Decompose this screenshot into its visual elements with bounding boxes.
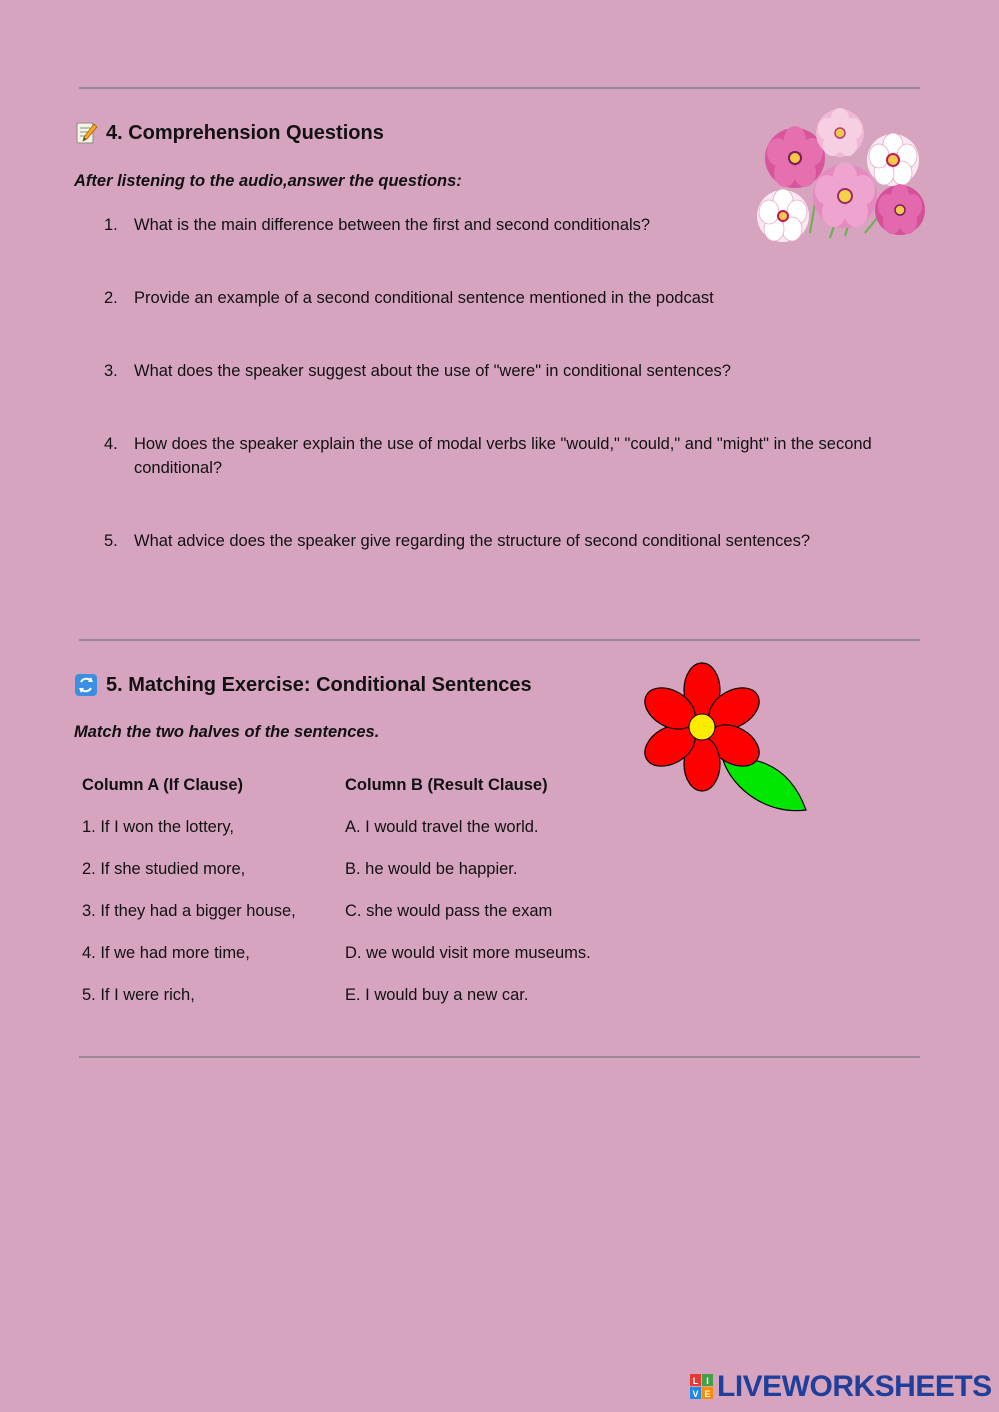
arrows-cycle-icon (74, 673, 98, 697)
question-text: How does the speaker explain the use of modal verbs like "would," "could," and "might" in the second conditional? (134, 435, 872, 477)
table-row (74, 850, 653, 892)
pink-flowers-illustration (745, 108, 930, 248)
result-clause-cell: A. I would travel the world. (345, 818, 539, 836)
table-row (74, 976, 653, 1018)
section-5-heading (74, 673, 532, 697)
result-clause-cell: C. she would pass the exam (345, 902, 553, 920)
logo-blocks-icon (690, 1374, 714, 1400)
table-row (74, 808, 653, 850)
svg-text:I: I (706, 1376, 709, 1386)
divider-bottom (79, 1056, 920, 1058)
section-5-title: 5. Matching Exercise: Conditional Sentences (106, 673, 532, 696)
question-item: 2. Provide an example of a second conditional sentence mentioned in the podcast (104, 289, 714, 307)
section-4-heading (74, 121, 384, 145)
if-clause-cell: 1. If I won the lottery, (82, 818, 234, 836)
section-5-instruction: Match the two halves of the sentences. (74, 723, 380, 741)
question-list (104, 213, 904, 602)
column-b-header: Column B (Result Clause) (345, 776, 548, 794)
result-clause-cell: D. we would visit more museums. (345, 944, 591, 962)
question-item: 4. How does the speaker explain the use of modal verbs like "would," "could," and "might" in the second conditional? (104, 435, 872, 477)
question-text: What does the speaker suggest about the use of "were" in conditional sentences? (134, 362, 731, 380)
matching-table (74, 766, 653, 1018)
table-row (74, 892, 653, 934)
result-clause-cell: E. I would buy a new car. (345, 986, 529, 1004)
table-row (74, 934, 653, 976)
result-clause-cell: B. he would be happier. (345, 860, 518, 878)
svg-text:V: V (692, 1389, 699, 1399)
question-text: What is the main difference between the first and second conditionals? (134, 216, 651, 234)
question-text: What advice does the speaker give regarding the structure of second conditional sentences? (134, 532, 810, 550)
logo-text: LIVEWORKSHEETS (717, 1370, 992, 1403)
if-clause-cell: 4. If we had more time, (82, 944, 250, 962)
question-text: Provide an example of a second conditional sentence mentioned in the podcast (134, 289, 714, 307)
question-item: 1. What is the main difference between the first and second conditionals? (104, 216, 651, 234)
question-item: 5. What advice does the speaker give regarding the structure of second conditional sentences? (104, 532, 810, 550)
divider-top (79, 87, 920, 89)
question-item: 3. What does the speaker suggest about the use of "were" in conditional sentences? (104, 362, 731, 380)
divider-middle (79, 639, 920, 641)
column-a-header: Column A (If Clause) (82, 776, 244, 794)
if-clause-cell: 5. If I were rich, (82, 986, 195, 1004)
svg-text:L: L (692, 1376, 699, 1386)
section-4-title: 4. Comprehension Questions (106, 121, 384, 144)
liveworksheets-logo (690, 1370, 992, 1404)
section-4-instruction: After listening to the audio,answer the questions: (74, 172, 462, 190)
memo-icon (74, 121, 98, 145)
red-flower-illustration (638, 660, 813, 820)
svg-text:E: E (704, 1389, 711, 1399)
if-clause-cell: 2. If she studied more, (82, 860, 246, 878)
table-header-row (74, 766, 653, 808)
if-clause-cell: 3. If they had a bigger house, (82, 902, 296, 920)
